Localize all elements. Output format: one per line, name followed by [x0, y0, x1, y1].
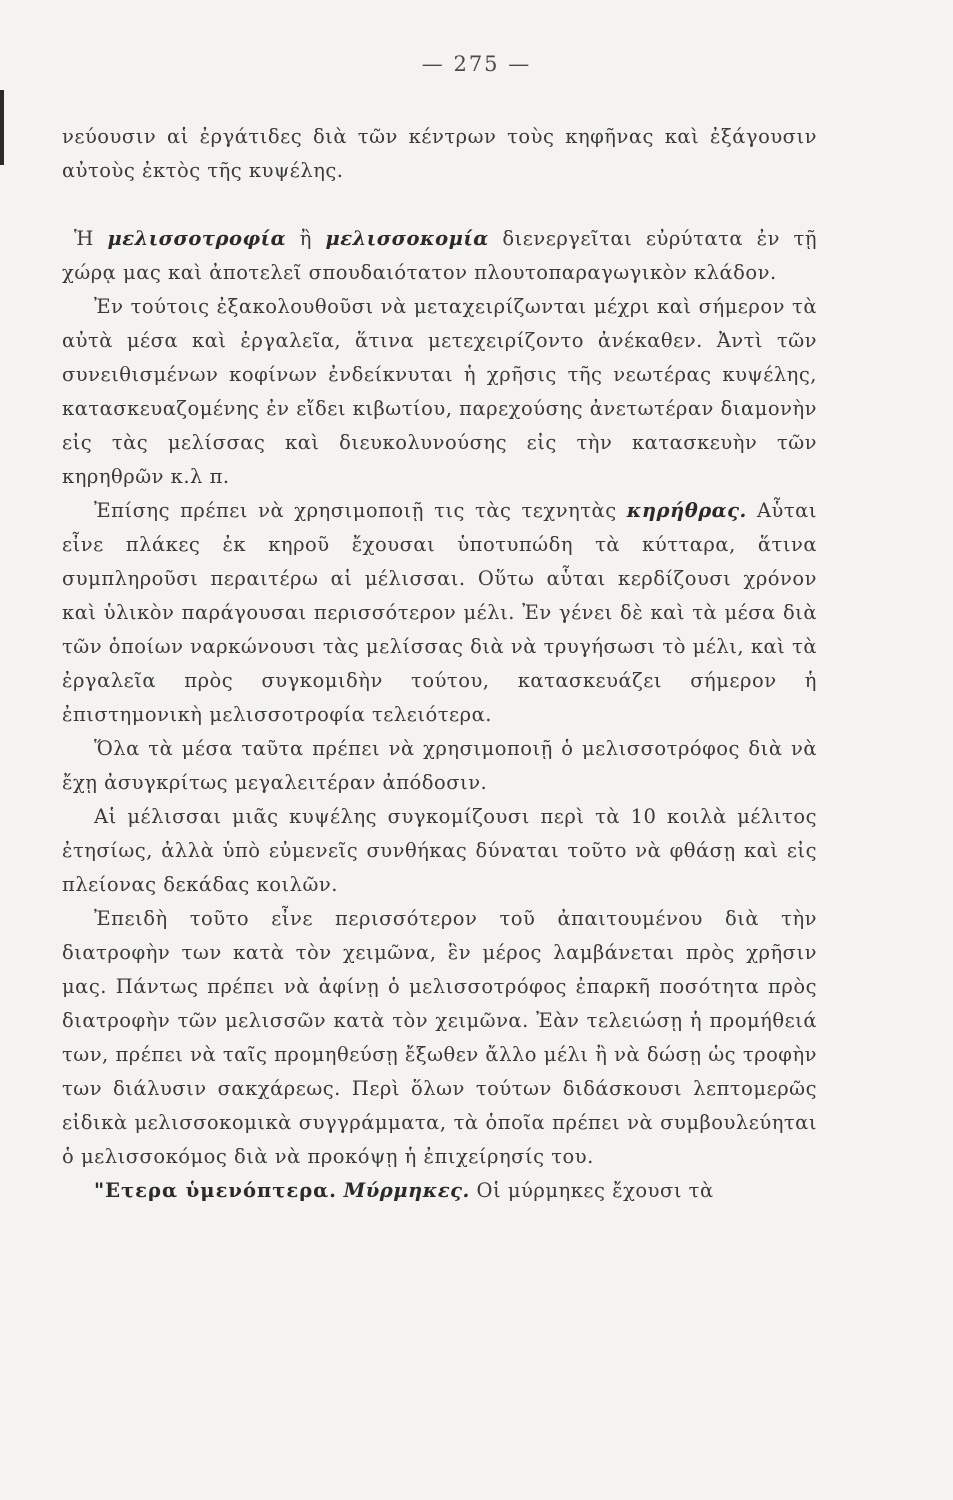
text-run: νεύουσιν αἱ ἐργάτιδες διὰ τῶν κέντρων τοὺς κηφῆνας καὶ ἐξάγουσιν αὐτοὺς ἐκτὸς τῆς κυψέλης. [62, 125, 817, 182]
text-run: Ἡ [74, 227, 108, 250]
emphasized-term: κηρήθρας. [626, 499, 747, 522]
text-run: ἢ [286, 227, 326, 250]
paragraph [62, 120, 817, 188]
emphasized-term: μελισσοτροφία [107, 227, 287, 250]
text-run: Ἐπειδὴ τοῦτο εἶνε περισσότερον τοῦ ἀπαιτουμένου διὰ τὴν διατροφὴν των κατὰ τὸν χειμῶνα, ἓν μέρος λαμβάνεται πρὸς χρῆσιν μας. Πάντως πρέπει νὰ ἀφίνῃ ὁ μελισσοτρόφος ἐπαρκῆ ποσότητα πρὸς διατροφὴν τῶν μελισσῶν κατὰ τὸν χειμῶνα. Ἐὰν τελειώσῃ ἡ προμήθειά των, πρέπει νὰ ταῖς προμηθεύσῃ ἔξωθεν ἄλλο μέλι ἢ νὰ δώσῃ ὡς τροφὴν των διάλυσιν σακχάρεως. Περὶ ὅλων τούτων διδάσκουσι λεπτομερῶς εἰδικὰ μελισσοκομικὰ συγγράμματα, τὰ ὁποῖα πρέπει νὰ συμβουλεύηται ὁ μελισσοκόμος διὰ νὰ προκόψῃ ἡ ἐπιχείρησίς του. [62, 907, 817, 1168]
page-edge-mark [0, 90, 4, 165]
paragraph [62, 494, 817, 732]
emphasized-term: Μύρμηκες. [343, 1179, 470, 1202]
paragraph [62, 902, 817, 1174]
text-run: Ἐπίσης πρέπει νὰ χρησιμοποιῇ τις τὰς τεχνητὰς [94, 499, 627, 522]
paragraph [62, 222, 817, 290]
text-run: Ὅλα τὰ μέσα ταῦτα πρέπει νὰ χρησιμοποιῇ ὁ μελισσοτρόφος διὰ νὰ ἔχῃ ἀσυγκρίτως μεγαλειτέραν ἀπόδοσιν. [62, 737, 817, 794]
paragraph [62, 290, 817, 494]
page-number: — 275 — [421, 52, 532, 76]
paragraph [62, 800, 817, 902]
text-run: Αὗται εἶνε πλάκες ἐκ κηροῦ ἔχουσαι ὑποτυπώδη τὰ κύτταρα, ἅτινα συμπληροῦσι περαιτέρω αἱ μέλισσαι. Οὕτω αὗται κερδίζουσι χρόνον καὶ ὑλικὸν παράγουσαι περισσότερον μέλι. Ἐν γένει δὲ καὶ τὰ μέσα διὰ τῶν ὁποίων ναρκώνουσι τὰς μελίσσας διὰ νὰ τρυγήσωσι τὸ μέλι, καὶ τὰ ἐργαλεῖα πρὸς συγκομιδὴν τούτου, κατασκευάζει σήμερον ἡ ἐπιστημονικὴ μελισσοτροφία τελειότερα. [62, 499, 817, 726]
text-run: Αἱ μέλισσαι μιᾶς κυψέλης συγκομίζουσι περὶ τὰ 10 κοιλὰ μέλιτος ἐτησίως, ἀλλὰ ὑπὸ εὐμενεῖς συνθήκας δύναται τοῦτο νὰ φθάσῃ καὶ εἰς πλείονας δεκάδας κοιλῶν. [62, 805, 817, 896]
emphasized-term: μελισσοκομία [325, 227, 489, 250]
text-run: Οἱ μύρμηκες ἔχουσι τὰ [469, 1179, 714, 1202]
text-run: Ἐν τούτοις ἐξακολουθοῦσι νὰ μεταχειρίζωνται μέχρι καὶ σήμερον τὰ αὐτὰ μέσα καὶ ἐργαλεῖα, ἅτινα μετεχειρίζοντο ἀνέκαθεν. Ἀντὶ τῶν συνειθισμένων κοφίνων ἐνδείκνυται ἡ χρῆσις τῆς νεωτέρας κυψέλης, κατασκευαζομένης ἐν εἴδει κιβωτίου, παρεχούσης ἀνετωτέραν διαμονὴν εἰς τὰς μελίσσας καὶ διευκολυνούσης εἰς τὴν κατασκευὴν τῶν κηρηθρῶν κ.λ π. [62, 295, 817, 488]
text-run [337, 1179, 344, 1202]
bold-heading: "Ετερα ὑμενόπτερα. [94, 1179, 337, 1202]
paragraph [62, 1174, 817, 1208]
paragraph [62, 732, 817, 800]
body-text [62, 120, 817, 1208]
text-run: διενεργεῖται εὐρύτατα ἐν τῇ χώρᾳ μας καὶ ἀποτελεῖ σπουδαιότατον πλουτοπαραγωγικὸν κλάδον. [62, 227, 818, 284]
